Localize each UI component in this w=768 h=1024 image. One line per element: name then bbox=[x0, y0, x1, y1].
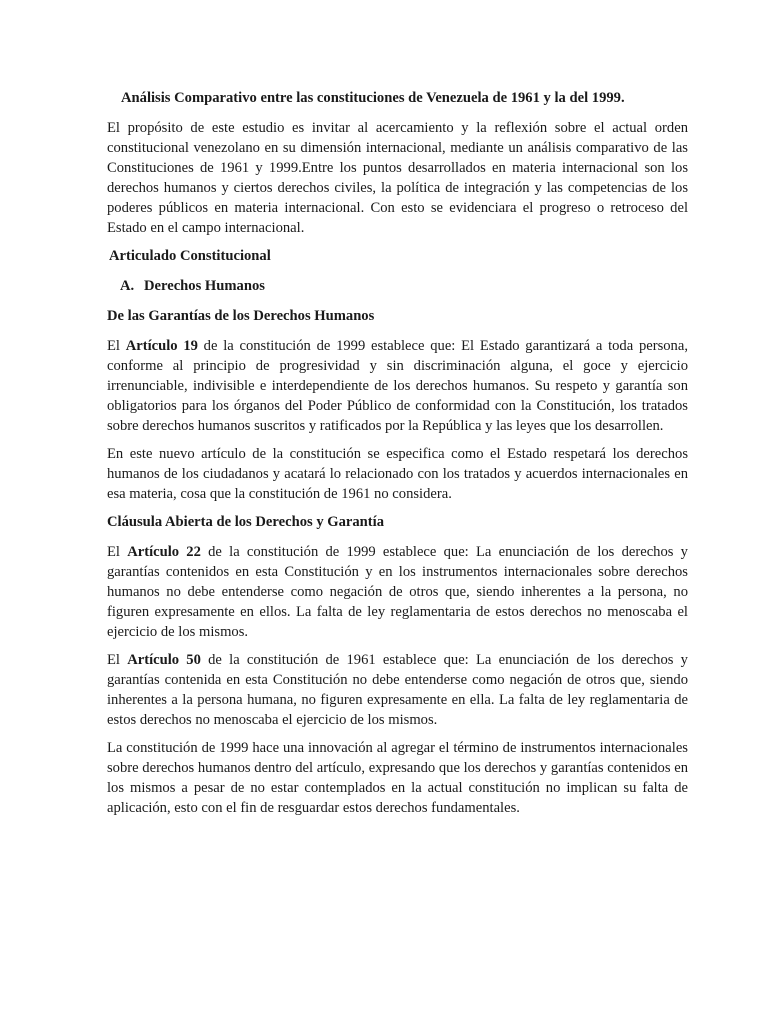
article-50-paragraph bbox=[107, 650, 688, 730]
article-22-pre: El bbox=[107, 544, 128, 560]
article-19-pre: El bbox=[107, 338, 126, 354]
article-50-label: Artículo 50 bbox=[127, 652, 201, 668]
article-19-text: de la constitución de 1999 establece que: El Estado garantizará a toda persona, conforme al principio de progresividad y sin discriminación alguna, el goce y ejercicio irrenunciable, indivisible e interdependiente de los derechos humanos. Su respeto y garantía son obligatorios para los órganos del Poder Público de conformidad con la Constitución, los tratados sobre derechos humanos suscritos y ratificados por la República y las leyes que los desarrollen. bbox=[107, 338, 688, 434]
comment-paragraph-2: La constitución de 1999 hace una innovación al agregar el término de instrumentos internacionales sobre derechos humanos dentro del artículo, expresando que los derechos y garantías contenidos en los mismos a pesar de no estar contemplados en la actual constitución no implican su falta de aplicación, esto con el fin de resguardar estos derechos fundamentales. bbox=[107, 740, 688, 816]
document-page bbox=[107, 88, 688, 826]
article-19-paragraph bbox=[107, 336, 688, 436]
article-50-text: de la constitución de 1961 establece que: La enunciación de los derechos y garantías contenida en esta Constitución no debe entenderse como negación de otros que, siendo inherentes a la persona humana, no figuren expresamente en ella. La falta de ley reglamentaria de estos derechos no menoscaba el ejercicio de los mismos. bbox=[107, 652, 688, 728]
section-heading: Articulado Constitucional bbox=[109, 248, 271, 264]
article-19-label: Artículo 19 bbox=[125, 338, 198, 354]
intro-paragraph: El propósito de este estudio es invitar al acercamiento y la reflexión sobre el actual orden constitucional venezolano en su dimensión internacional, mediante un análisis comparativo de las Constituciones de 1961 y 1999.Entre los puntos desarrollados en materia internacional son los derechos humanos y ciertos derechos civiles, la política de integración y las competencias de los poderes públicos en materia internacional. Con esto se evidenciara el progreso o retroceso del Estado en el campo internacional. bbox=[107, 120, 688, 236]
document-title: Análisis Comparativo entre las constituciones de Venezuela de 1961 y la del 1999. bbox=[121, 90, 625, 106]
article-22-text: de la constitución de 1999 establece que: La enunciación de los derechos y garantías contenidos en esta Constitución y en los instrumentos internacionales sobre derechos humanos no debe entenderse como negación de otros que, siendo inherentes a la persona, no figuren expresamente en ellos. La falta de ley reglamentaria de estos derechos no menoscaba el ejercicio de los mismos. bbox=[107, 544, 688, 640]
subsection-heading-clausula: Cláusula Abierta de los Derechos y Garantía bbox=[107, 514, 385, 530]
list-marker: A. bbox=[120, 278, 135, 294]
article-22-label: Artículo 22 bbox=[127, 544, 201, 560]
comment-paragraph-1: En este nuevo artículo de la constitución se especifica como el Estado respetará los derechos humanos de los ciudadanos y acatará lo relacionado con los tratados y acuerdos internacionales en esa materia, cosa que la constitución de 1961 no considera. bbox=[107, 446, 688, 502]
article-50-pre: El bbox=[107, 652, 128, 668]
article-22-paragraph bbox=[107, 542, 688, 642]
list-heading bbox=[120, 276, 688, 296]
list-heading-text: Derechos Humanos bbox=[144, 278, 265, 294]
subsection-heading-garantias: De las Garantías de los Derechos Humanos bbox=[107, 308, 375, 324]
